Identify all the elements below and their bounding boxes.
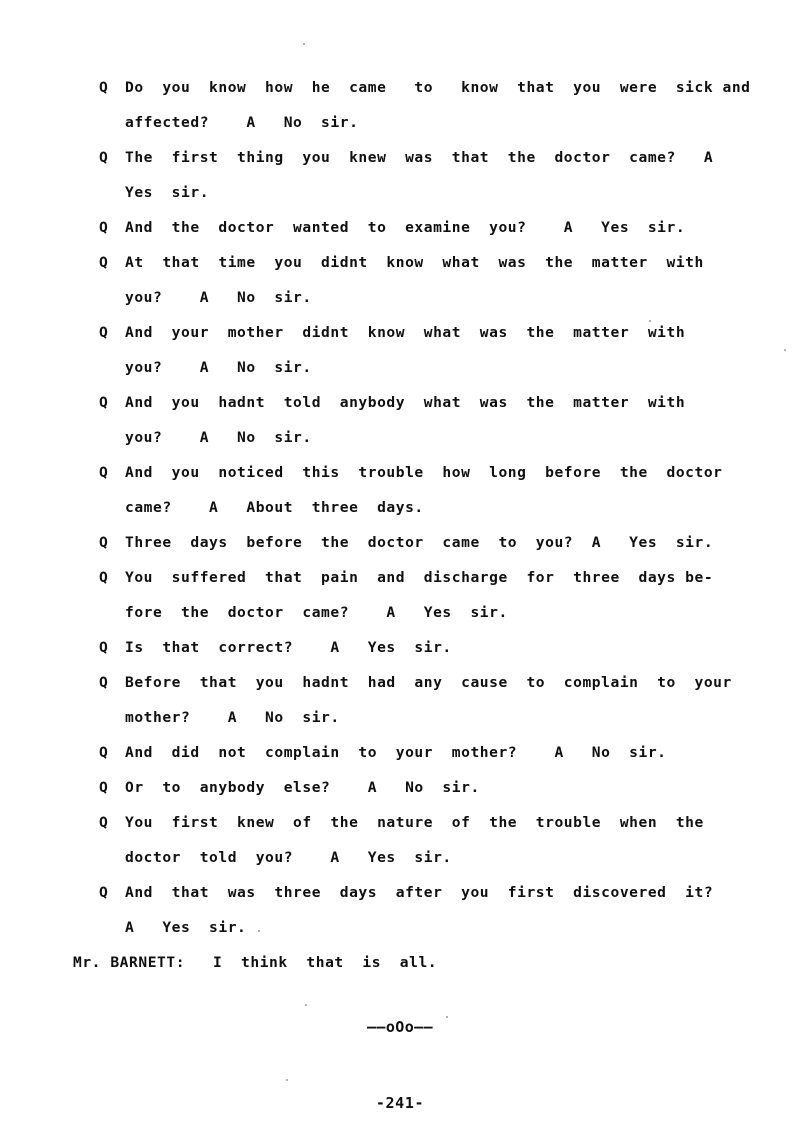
- transcript-text: you? A No sir.: [125, 289, 312, 306]
- qa-exchange: [0, 245, 800, 315]
- transcript-text: doctor told you? A Yes sir.: [125, 849, 452, 866]
- qa-exchange: [0, 210, 800, 245]
- transcript-text: And the doctor wanted to examine you? A Yes sir.: [125, 219, 686, 236]
- question-line: [0, 385, 800, 420]
- qa-exchange: [0, 770, 800, 805]
- qa-exchange: [0, 665, 800, 735]
- question-line: [0, 805, 800, 840]
- transcript-text: came? A About three days.: [125, 499, 424, 516]
- transcript-text: You first knew of the nature of the trouble when the: [125, 814, 704, 831]
- qa-exchange: [0, 455, 800, 525]
- transcript-text: fore the doctor came? A Yes sir.: [125, 604, 508, 621]
- qa-exchange: [0, 315, 800, 385]
- transcript-text: Is that correct? A Yes sir.: [125, 639, 452, 656]
- transcript-text: The first thing you knew was that the doctor came? A: [125, 149, 714, 166]
- closing-statement-line: [0, 945, 800, 980]
- transcript-text: you? A No sir.: [125, 429, 312, 446]
- question-marker: Q: [99, 569, 109, 586]
- closing-statement-text: Mr. BARNETT: I think that is all.: [73, 954, 438, 971]
- question-line: [0, 630, 800, 665]
- scan-speck: [258, 930, 260, 932]
- continuation-line: [0, 105, 800, 140]
- transcript-text: And did not complain to your mother? A No sir.: [125, 744, 667, 761]
- question-marker: Q: [99, 324, 109, 341]
- scan-speck: [303, 43, 305, 45]
- question-line: [0, 665, 800, 700]
- scan-speck: [649, 320, 651, 322]
- question-marker: Q: [99, 639, 109, 656]
- transcript-text: And your mother didnt know what was the matter with: [125, 324, 686, 341]
- question-marker: Q: [99, 219, 109, 236]
- question-line: [0, 140, 800, 175]
- transcript-body: [0, 70, 800, 980]
- transcript-text: mother? A No sir.: [125, 709, 340, 726]
- qa-exchange: [0, 805, 800, 875]
- qa-exchange: [0, 560, 800, 630]
- question-marker: Q: [99, 674, 109, 691]
- transcript-text: Three days before the doctor came to you? A Yes sir.: [125, 534, 714, 551]
- transcript-text: you? A No sir.: [125, 359, 312, 376]
- transcript-text: affected? A No sir.: [125, 114, 359, 131]
- question-line: [0, 525, 800, 560]
- question-line: [0, 455, 800, 490]
- transcript-text: And you hadnt told anybody what was the matter with: [125, 394, 686, 411]
- question-line: [0, 770, 800, 805]
- section-separator-ornament: ——oOo——: [366, 1018, 433, 1036]
- question-line: [0, 735, 800, 770]
- page-number: -241-: [375, 1094, 425, 1112]
- transcript-text: At that time you didnt know what was the matter with: [125, 254, 704, 271]
- question-marker: Q: [99, 744, 109, 761]
- scan-speck: [305, 1004, 307, 1006]
- continuation-line: [0, 280, 800, 315]
- transcript-text: Or to anybody else? A No sir.: [125, 779, 480, 796]
- continuation-line: [0, 595, 800, 630]
- question-marker: Q: [99, 79, 109, 96]
- scan-speck: [286, 1079, 288, 1081]
- scan-speck: [784, 349, 786, 351]
- question-marker: Q: [99, 779, 109, 796]
- question-marker: Q: [99, 464, 109, 481]
- qa-exchange: [0, 875, 800, 945]
- qa-exchange: [0, 140, 800, 210]
- continuation-line: [0, 910, 800, 945]
- question-line: [0, 210, 800, 245]
- transcript-text: You suffered that pain and discharge for three days be-: [125, 569, 714, 586]
- question-marker: Q: [99, 884, 109, 901]
- transcript-text: Do you know how he came to know that you were sick and: [125, 79, 751, 96]
- question-line: [0, 70, 800, 105]
- transcript-text: And you noticed this trouble how long before the doctor: [125, 464, 723, 481]
- qa-exchange: [0, 70, 800, 140]
- continuation-line: [0, 840, 800, 875]
- continuation-line: [0, 175, 800, 210]
- question-marker: Q: [99, 394, 109, 411]
- continuation-line: [0, 350, 800, 385]
- transcript-text: Yes sir.: [125, 184, 210, 201]
- continuation-line: [0, 490, 800, 525]
- continuation-line: [0, 420, 800, 455]
- qa-exchange: [0, 735, 800, 770]
- question-marker: Q: [99, 814, 109, 831]
- qa-exchange: [0, 630, 800, 665]
- question-line: [0, 560, 800, 595]
- scan-speck: [446, 1016, 448, 1018]
- question-marker: Q: [99, 534, 109, 551]
- qa-exchange: [0, 385, 800, 455]
- transcript-text: Before that you hadnt had any cause to complain to your: [125, 674, 732, 691]
- continuation-line: [0, 700, 800, 735]
- transcript-text: And that was three days after you first discovered it?: [125, 884, 714, 901]
- question-line: [0, 875, 800, 910]
- question-line: [0, 315, 800, 350]
- transcript-text: A Yes sir.: [125, 919, 247, 936]
- question-line: [0, 245, 800, 280]
- qa-exchange: [0, 525, 800, 560]
- question-marker: Q: [99, 149, 109, 166]
- question-marker: Q: [99, 254, 109, 271]
